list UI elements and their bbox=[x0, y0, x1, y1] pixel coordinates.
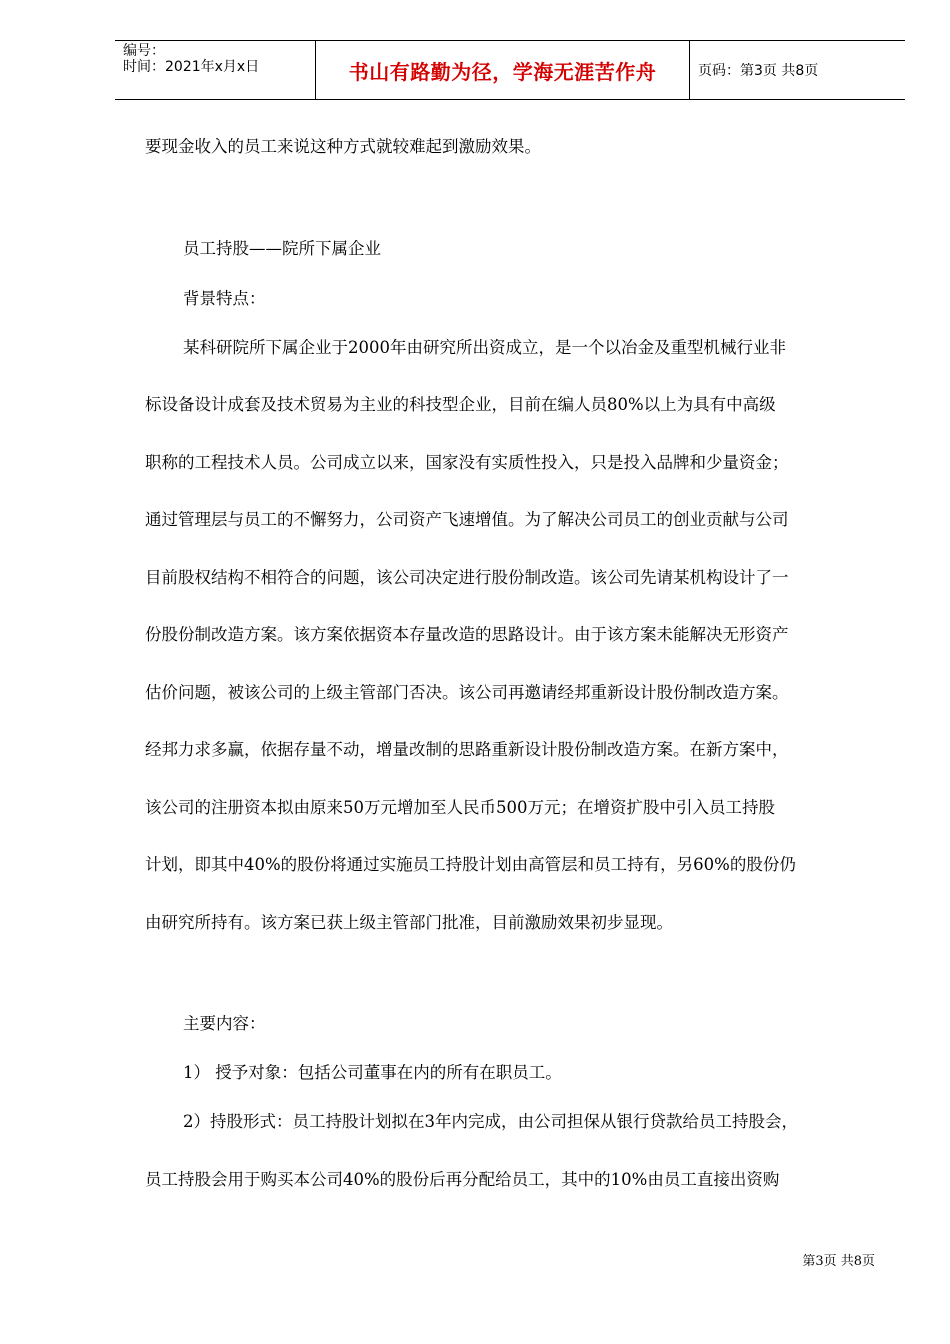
number-label: 编号： bbox=[123, 43, 165, 59]
header-page-number: 页码：第3页 共8页 bbox=[698, 63, 819, 79]
paragraph-line: 由研究所持有。该方案已获上级主管部门批准，目前激励效果初步显现。 bbox=[145, 913, 673, 932]
paragraph-line: 某科研院所下属企业于2000年由研究所出资成立，是一个以冶金及重型机械行业非 bbox=[183, 338, 786, 357]
paragraph-line: 职称的工程技术人员。公司成立以来，国家没有实质性投入，只是投入品牌和少量资金； bbox=[145, 453, 789, 472]
section-heading: 员工持股——院所下属企业 bbox=[183, 239, 381, 258]
header-motto: 书山有路勤为径，学海无涯苦作舟 bbox=[316, 41, 690, 99]
paragraph-line: 估价问题，被该公司的上级主管部门否决。该公司再邀请经邦重新设计股份制改造方案。 bbox=[145, 683, 789, 702]
time-label: 时间：2021年x月x日 bbox=[123, 59, 260, 75]
list-item: 1） 授予对象：包括公司董事在内的所有在职员工。 bbox=[183, 1063, 562, 1082]
paragraph-line: 员工持股会用于购买本公司40%的股份后再分配给员工，其中的10%由员工直接出资购 bbox=[145, 1170, 780, 1189]
subheading: 背景特点： bbox=[183, 289, 266, 308]
paragraph-line: 标设备设计成套及技术贸易为主业的科技型企业，目前在编人员80%以上为具有中高级 bbox=[145, 395, 776, 414]
paragraph-line: 要现金收入的员工来说这种方式就较难起到激励效果。 bbox=[145, 137, 541, 156]
footer-page-number: 第3页 共8页 bbox=[802, 1254, 875, 1269]
paragraph-line: 目前股权结构不相符合的问题，该公司决定进行股份制改造。该公司先请某机构设计了一 bbox=[145, 568, 789, 587]
document-body bbox=[145, 0, 880, 1344]
paragraph-line: 该公司的注册资本拟由原来50万元增加至人民币500万元；在增资扩股中引入员工持股 bbox=[145, 798, 775, 817]
paragraph-line: 计划，即其中40%的股份将通过实施员工持股计划由高管层和员工持有，另60%的股份仍 bbox=[145, 855, 796, 874]
paragraph-line: 经邦力求多赢，依据存量不动，增量改制的思路重新设计股份制改造方案。在新方案中， bbox=[145, 740, 789, 759]
paragraph-line: 通过管理层与员工的不懈努力，公司资产飞速增值。为了解决公司员工的创业贡献与公司 bbox=[145, 510, 789, 529]
list-item: 2）持股形式：员工持股计划拟在3年内完成，由公司担保从银行贷款给员工持股会， bbox=[183, 1112, 798, 1131]
paragraph-line: 份股份制改造方案。该方案依据资本存量改造的思路设计。由于该方案未能解决无形资产 bbox=[145, 625, 789, 644]
subheading: 主要内容： bbox=[183, 1014, 266, 1033]
